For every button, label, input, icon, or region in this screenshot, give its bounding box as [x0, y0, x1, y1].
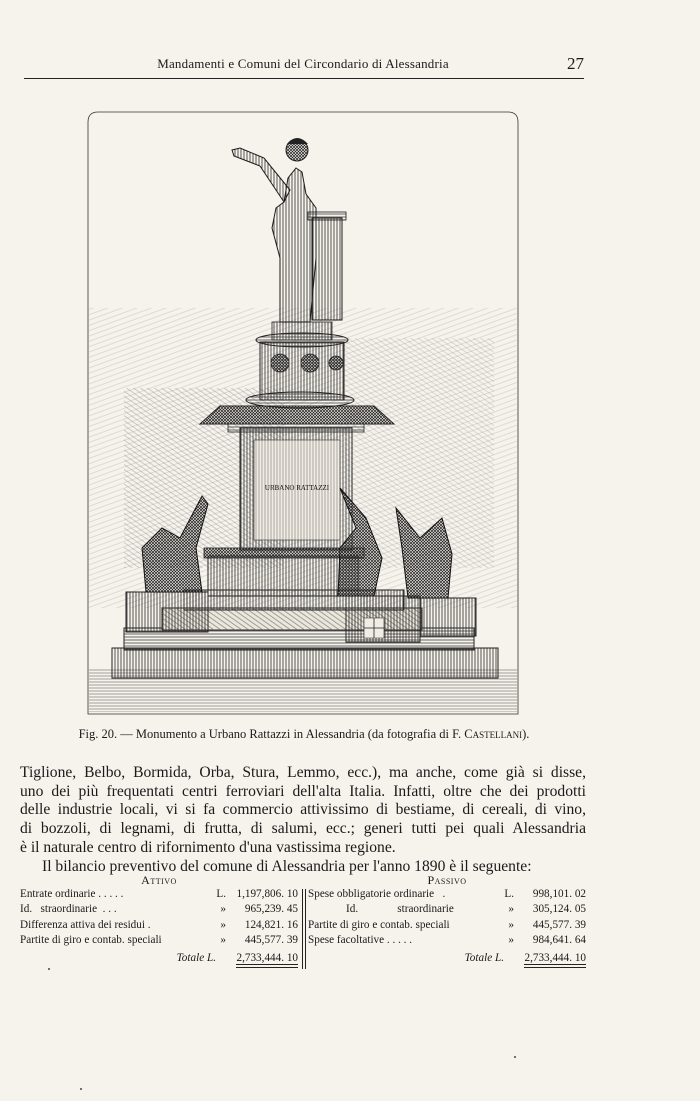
row-label: Spese obbligatorie ordinarie . — [308, 888, 446, 900]
column-divider — [302, 889, 303, 969]
page-number: 27 — [567, 54, 584, 73]
row-currency: » — [220, 933, 226, 946]
table-row — [308, 919, 586, 934]
text-line: Tiglione, Belbo, Bormida, Orba, Stura, Lemmo, ecc.), ma anche, come già si disse, — [20, 764, 586, 781]
row-amount: 305,124. 05 — [532, 903, 586, 916]
row-amount: 124,821. 16 — [244, 918, 298, 931]
figure-caption — [24, 727, 584, 742]
total-label: Totale L. — [176, 952, 216, 965]
row-label: Partite di giro e contab. speciali — [20, 933, 162, 946]
total-label: Totale L. — [464, 952, 504, 965]
table-row — [308, 903, 586, 918]
total-amount: 2,733,444. 10 — [524, 952, 586, 965]
row-amount: 1,197,806. 10 — [236, 888, 298, 900]
running-head — [22, 54, 584, 76]
row-amount: 984,641. 64 — [532, 933, 586, 946]
print-speck — [48, 968, 50, 970]
row-currency: » — [508, 933, 514, 946]
text-line: è il naturale centro di rifornimento d'una vastissima regione. — [20, 838, 396, 856]
row-currency: » — [508, 903, 514, 916]
row-label: Spese facoltative . . . . . — [308, 933, 413, 946]
row-currency: » — [220, 903, 226, 916]
caption-text: Fig. 20. — Monumento a Urbano Rattazzi in Alessandria (da fotografia di F. — [78, 727, 462, 741]
row-currency: » — [508, 918, 514, 931]
budget-table — [20, 873, 586, 973]
row-amount: 998,101. 02 — [532, 888, 586, 900]
row-label: Id. straordinarie — [346, 903, 454, 916]
table-row — [20, 919, 298, 934]
table-row — [20, 888, 298, 903]
total-row — [308, 952, 586, 967]
body-text — [20, 764, 586, 876]
passivo-column — [308, 873, 586, 967]
paragraph-commerce — [20, 764, 586, 858]
total-row — [20, 952, 298, 967]
print-speck — [80, 1088, 82, 1090]
text-line: di bozzoli, di legnami, di frutta, di salumi, ecc.; generi tutti pei quali Alessandria — [20, 820, 586, 838]
row-label: Differenza attiva dei residui . — [20, 918, 151, 931]
caption-photographer: Castellani — [464, 727, 523, 741]
passivo-heading: Passivo — [427, 873, 467, 887]
table-row — [20, 903, 298, 918]
attivo-heading: Attivo — [141, 873, 177, 887]
row-label: Partite di giro e contab. speciali — [308, 918, 450, 931]
attivo-column — [20, 873, 298, 967]
text-line: uno dei più frequentati centri ferroviari dell'alta Italia. Infatti, oltre che dei prodotti — [20, 782, 586, 800]
table-row — [20, 934, 298, 949]
table-row — [308, 934, 586, 949]
paragraph-bilancio: Il bilancio preventivo del comune di Alessandria per l'anno 1890 è il seguente: — [42, 857, 532, 875]
row-label: Entrate ordinarie . . . . . — [20, 888, 124, 900]
row-label: Id. straordinarie . . . — [20, 903, 117, 916]
row-amount: 965,239. 45 — [244, 903, 298, 916]
print-speck — [514, 1056, 516, 1058]
row-amount: 445,577. 39 — [244, 933, 298, 946]
text-line: delle industrie locali, vi si fa commercio attivissimo di bestiame, di cereali, di vino, — [20, 801, 586, 819]
pedestal-inscription: URBANO RATTAZZI — [264, 484, 330, 492]
row-currency: » — [220, 918, 226, 931]
monument-engraving — [84, 108, 522, 716]
row-currency: L. — [504, 888, 514, 900]
running-title: Mandamenti e Comuni del Circondario di Alessandria — [157, 56, 449, 71]
table-row — [308, 888, 586, 903]
column-divider — [305, 889, 306, 969]
total-amount: 2,733,444. 10 — [236, 952, 298, 965]
header-rule — [24, 78, 584, 79]
row-amount: 445,577. 39 — [532, 918, 586, 931]
row-currency: L. — [216, 888, 226, 900]
caption-end: ). — [522, 727, 530, 741]
